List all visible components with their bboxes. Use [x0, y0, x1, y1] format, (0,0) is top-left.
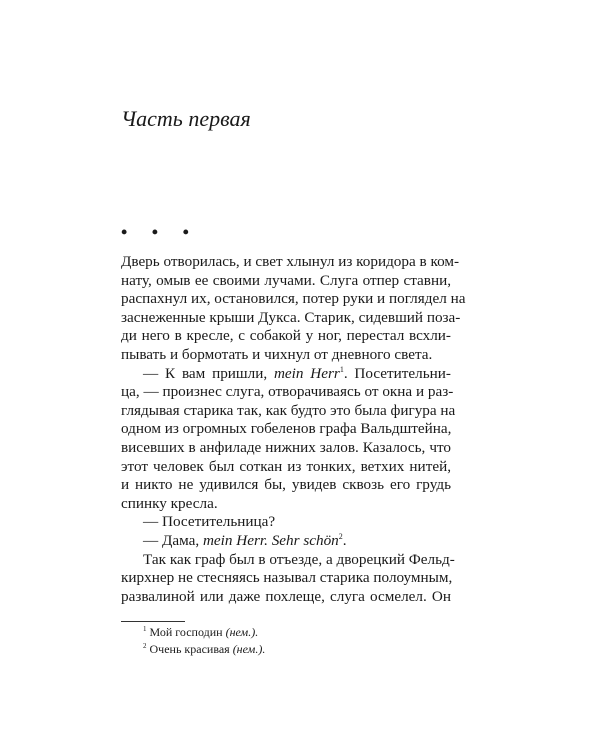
text-line [121, 346, 451, 365]
footnote-note: (нем.). [232, 642, 266, 656]
text-segment: ди него в кресле, с собакой у ног, перестал всхли- [121, 327, 451, 345]
text-line [121, 253, 460, 272]
text-segment: глядывая старика так, как будто это была фигура на [121, 401, 456, 419]
footnote-ref: 1 [339, 364, 344, 374]
text-line [121, 513, 451, 532]
text-segment: Так как граф был в отъезде, а дворецкий Фельд- [143, 550, 455, 568]
part-heading: Часть первая [121, 106, 251, 131]
text-segment: Дверь отворилась, и свет хлынул из коридора в ком- [121, 253, 460, 270]
footnote-number: 2 [143, 642, 147, 650]
text-segment: спинку кресла. [121, 494, 218, 512]
text-segment: заснеженные крыши Дукса. Старик, сидевший поза- [121, 308, 461, 326]
italic-text: mein Herr [273, 364, 340, 382]
text-segment: — Дама, [143, 531, 203, 549]
text-segment: нату, омыв ее своими лучами. Слуга отпер ставни, [121, 271, 451, 289]
text-line [121, 532, 451, 551]
footnote-divider [121, 621, 185, 622]
text-line [121, 495, 451, 514]
section-separator: • • • [121, 222, 199, 242]
text-segment: одном из огромных гобеленов графа Вальдштейна, [121, 420, 452, 438]
text-line [121, 588, 451, 607]
text-line [121, 550, 455, 570]
footnote-2 [143, 642, 265, 657]
text-line [121, 383, 454, 402]
text-segment: ца, — произнес слуга, отворачиваясь от окна и раз- [121, 383, 454, 401]
text-segment: — К вам пришли, [143, 364, 274, 382]
text-line [121, 327, 451, 346]
text-line [121, 569, 451, 588]
text-segment: — Посетительница? [143, 513, 276, 531]
footnote-1 [143, 625, 258, 640]
text-segment: распахнул их, остановился, потер руки и поглядел на [121, 290, 466, 308]
footnote-ref: 2 [338, 531, 343, 541]
footnote-number: 1 [143, 625, 147, 633]
footnote-text: Очень красивая [149, 642, 233, 656]
text-line [121, 272, 451, 291]
text-line [121, 420, 451, 439]
body-text [121, 253, 466, 606]
text-line [121, 439, 451, 458]
text-line [121, 401, 456, 421]
text-line [121, 308, 461, 328]
text-line [121, 458, 451, 477]
italic-text: mein Herr. Sehr schön [202, 531, 339, 549]
text-line [121, 365, 451, 384]
text-line [121, 476, 451, 495]
text-segment: пывать и бормотать и чихнул от дневного света. [121, 345, 433, 363]
text-segment: кирхнер не стесняясь называл старика полоумным, [121, 569, 453, 587]
text-segment: и никто не удивился бы, увидев сквозь его грудь [121, 476, 451, 494]
text-line [121, 290, 466, 309]
text-segment: этот человек был соткан из тонких, ветхих нитей, [121, 457, 451, 475]
text-segment: . [342, 531, 347, 549]
text-segment: развалиной или даже похлеще, слуга осмелел. Он [121, 587, 451, 605]
text-segment: . Посетительни- [343, 364, 451, 382]
text-segment: висевших в анфиладе нижних залов. Казалось, что [121, 438, 451, 456]
footnote-note: (нем.). [225, 625, 259, 639]
footnote-text: Мой господин [149, 625, 226, 639]
